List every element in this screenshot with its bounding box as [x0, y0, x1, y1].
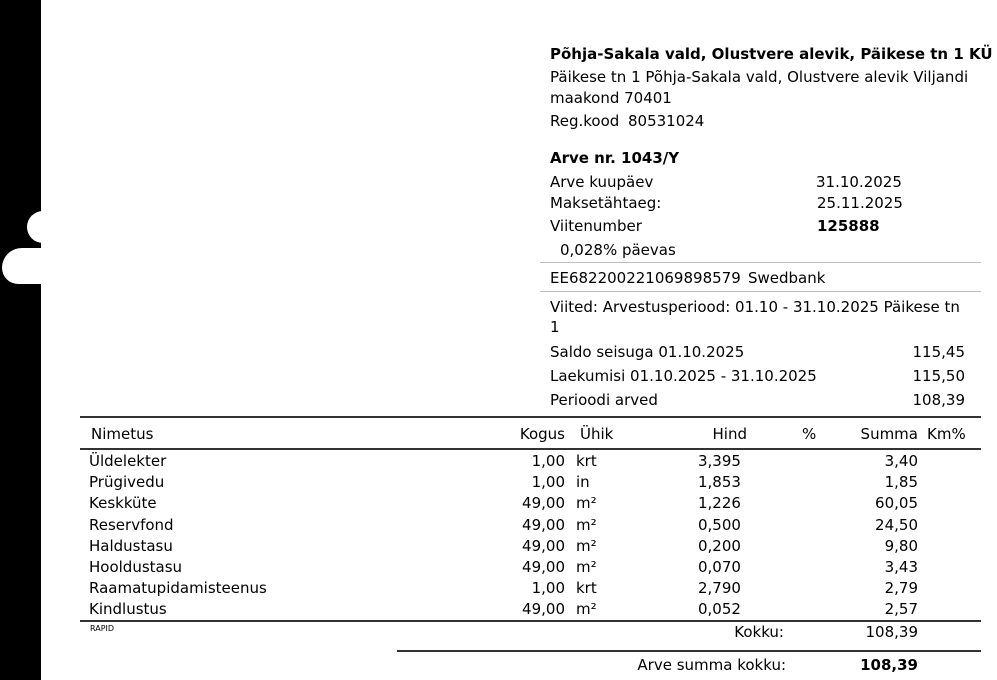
item-name: Üldelekter — [89, 452, 167, 470]
table-row — [0, 578, 997, 599]
due-date-label: Maksetähtaeg: — [550, 194, 662, 212]
invoice-date: 31.10.2025 — [816, 173, 902, 191]
item-qty: 49,00 — [522, 494, 565, 512]
item-price: 2,790 — [698, 579, 741, 597]
item-price: 3,395 — [698, 452, 741, 470]
table-row — [0, 536, 997, 557]
col-header-qty: Kogus — [519, 425, 565, 443]
table-row — [0, 557, 997, 578]
company-name: Põhja-Sakala vald, Olustvere alevik, Päikese tn 1 KÜ — [550, 45, 993, 63]
col-header-unit: Ühik — [580, 425, 614, 443]
item-price: 0,052 — [698, 600, 741, 618]
item-name: Hooldustasu — [89, 558, 183, 576]
references-line1: Viited: Arvestusperiood: 01.10 - 31.10.2025 Päikese tn — [550, 298, 960, 316]
grand-total-label: Arve summa kokku: — [637, 656, 786, 674]
item-price: 0,070 — [698, 558, 741, 576]
payments-value: 115,50 — [912, 367, 965, 385]
item-qty: 49,00 — [522, 600, 565, 618]
item-sum: 3,40 — [884, 452, 918, 470]
item-qty: 49,00 — [522, 558, 565, 576]
item-sum: 2,57 — [884, 600, 918, 618]
total-value: 108,39 — [865, 623, 918, 641]
due-date: 25.11.2025 — [817, 194, 903, 212]
penalty-rate: 0,028% päevas — [560, 241, 676, 259]
grand-total-value: 108,39 — [860, 656, 918, 674]
col-header-price: Hind — [712, 425, 747, 443]
references-line2: 1 — [550, 318, 560, 336]
item-unit: m² — [576, 558, 597, 576]
item-name: Prügivedu — [89, 473, 165, 491]
bank-name: Swedbank — [748, 269, 826, 287]
table-row — [0, 599, 997, 620]
reg-code: 80531024 — [628, 112, 705, 130]
table-row — [0, 472, 997, 493]
item-qty: 49,00 — [522, 516, 565, 534]
table-row — [0, 451, 997, 472]
item-sum: 1,85 — [884, 473, 918, 491]
col-header-sum: Summa — [860, 425, 918, 443]
balance-value: 115,45 — [912, 343, 965, 361]
table-header-rule — [80, 448, 981, 450]
period-invoices-label: Perioodi arved — [550, 391, 658, 409]
item-unit: in — [576, 473, 590, 491]
grand-total-rule — [397, 650, 981, 652]
item-name: Kindlustus — [89, 600, 167, 618]
payments-label: Laekumisi 01.10.2025 - 31.10.2025 — [550, 367, 817, 385]
table-row — [0, 515, 997, 536]
item-price: 1,226 — [698, 494, 741, 512]
item-name: Raamatupidamisteenus — [89, 579, 267, 597]
item-unit: m² — [576, 537, 597, 555]
col-header-vat: Km% — [927, 425, 966, 443]
table-bottom-rule — [80, 620, 981, 622]
item-price: 0,200 — [698, 537, 741, 555]
invoice-date-label: Arve kuupäev — [550, 173, 654, 191]
table-header-row — [0, 424, 997, 445]
item-unit: krt — [576, 452, 597, 470]
item-name: Haldustasu — [89, 537, 173, 555]
col-header-name: Nimetus — [91, 425, 154, 443]
iban: EE682200221069898579 — [550, 269, 741, 287]
item-unit: m² — [576, 494, 597, 512]
item-sum: 2,79 — [884, 579, 918, 597]
item-unit: krt — [576, 579, 597, 597]
item-qty: 1,00 — [531, 452, 565, 470]
table-row — [0, 493, 997, 514]
company-address-line2: maakond 70401 — [550, 89, 672, 107]
invoice-title: Arve nr. 1043/Y — [550, 149, 680, 167]
item-name: Keskküte — [89, 494, 157, 512]
scan-artifact — [27, 211, 57, 243]
balance-label: Saldo seisuga 01.10.2025 — [550, 343, 745, 361]
divider — [540, 262, 981, 263]
period-invoices-value: 108,39 — [912, 391, 965, 409]
total-label: Kokku: — [734, 623, 784, 641]
item-unit: m² — [576, 516, 597, 534]
table-top-rule — [80, 416, 981, 418]
col-header-pct: % — [802, 425, 817, 443]
scan-artifact — [2, 248, 47, 284]
item-price: 1,853 — [698, 473, 741, 491]
reference-number: 125888 — [817, 217, 880, 235]
software-label: RAPID — [90, 624, 115, 633]
company-address-line1: Päikese tn 1 Põhja-Sakala vald, Olustvere alevik Viljandi — [550, 68, 969, 86]
item-qty: 49,00 — [522, 537, 565, 555]
item-sum: 3,43 — [884, 558, 918, 576]
item-price: 0,500 — [698, 516, 741, 534]
item-sum: 9,80 — [884, 537, 918, 555]
item-name: Reservfond — [89, 516, 174, 534]
item-sum: 60,05 — [875, 494, 918, 512]
item-qty: 1,00 — [531, 579, 565, 597]
reg-code-label: Reg.kood — [550, 112, 620, 130]
item-unit: m² — [576, 600, 597, 618]
item-qty: 1,00 — [531, 473, 565, 491]
divider — [540, 291, 981, 292]
item-sum: 24,50 — [875, 516, 918, 534]
reference-number-label: Viitenumber — [550, 217, 642, 235]
